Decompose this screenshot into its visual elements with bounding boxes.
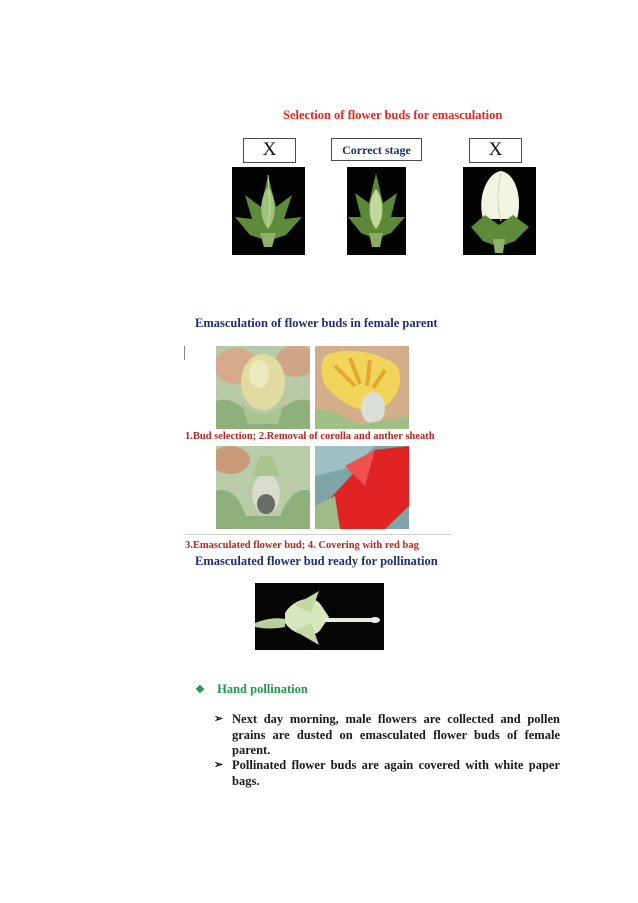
pollination-step-2: Pollinated flower buds are again covered with white paper bags. [232, 758, 560, 788]
page-mark [184, 346, 185, 360]
hand-pollination-heading [195, 682, 308, 697]
ready-title: Emasculated flower bud ready for pollination [195, 554, 438, 568]
arrow-bullet-icon: ➢ [214, 759, 224, 771]
stage-label-too-late: X [469, 138, 522, 163]
bullet-diamond-icon: ❖ [195, 684, 205, 696]
hand-pollination-label: Hand pollination [217, 682, 308, 696]
bud-photo-late [463, 167, 536, 255]
emasculation-title: Emasculation of flower buds in female parent [195, 316, 438, 330]
photo-bud-selection [216, 346, 310, 429]
photo-red-bag [315, 446, 409, 529]
arrow-bullet-icon: ➢ [214, 713, 224, 725]
stage-label-too-early: X [243, 138, 296, 163]
caption-bottom: 3.Emasculated flower bud; 4. Covering with red bag [185, 540, 419, 551]
divider [185, 534, 451, 535]
bud-photo-early [232, 167, 305, 255]
selection-title: Selection of flower buds for emasculation [283, 108, 503, 122]
bud-photo-correct [347, 167, 406, 255]
photo-emasculated-bud [216, 446, 310, 529]
photo-emasculated-ready [255, 583, 384, 650]
stage-label-correct: Correct stage [331, 138, 422, 161]
photo-corolla-removal [315, 346, 409, 429]
caption-top: 1.Bud selection; 2.Removal of corolla and anther sheath [185, 431, 435, 442]
pollination-step-1: Next day morning, male flowers are collected and pollen grains are dusted on emasculated flower buds of female parent. [232, 712, 560, 757]
